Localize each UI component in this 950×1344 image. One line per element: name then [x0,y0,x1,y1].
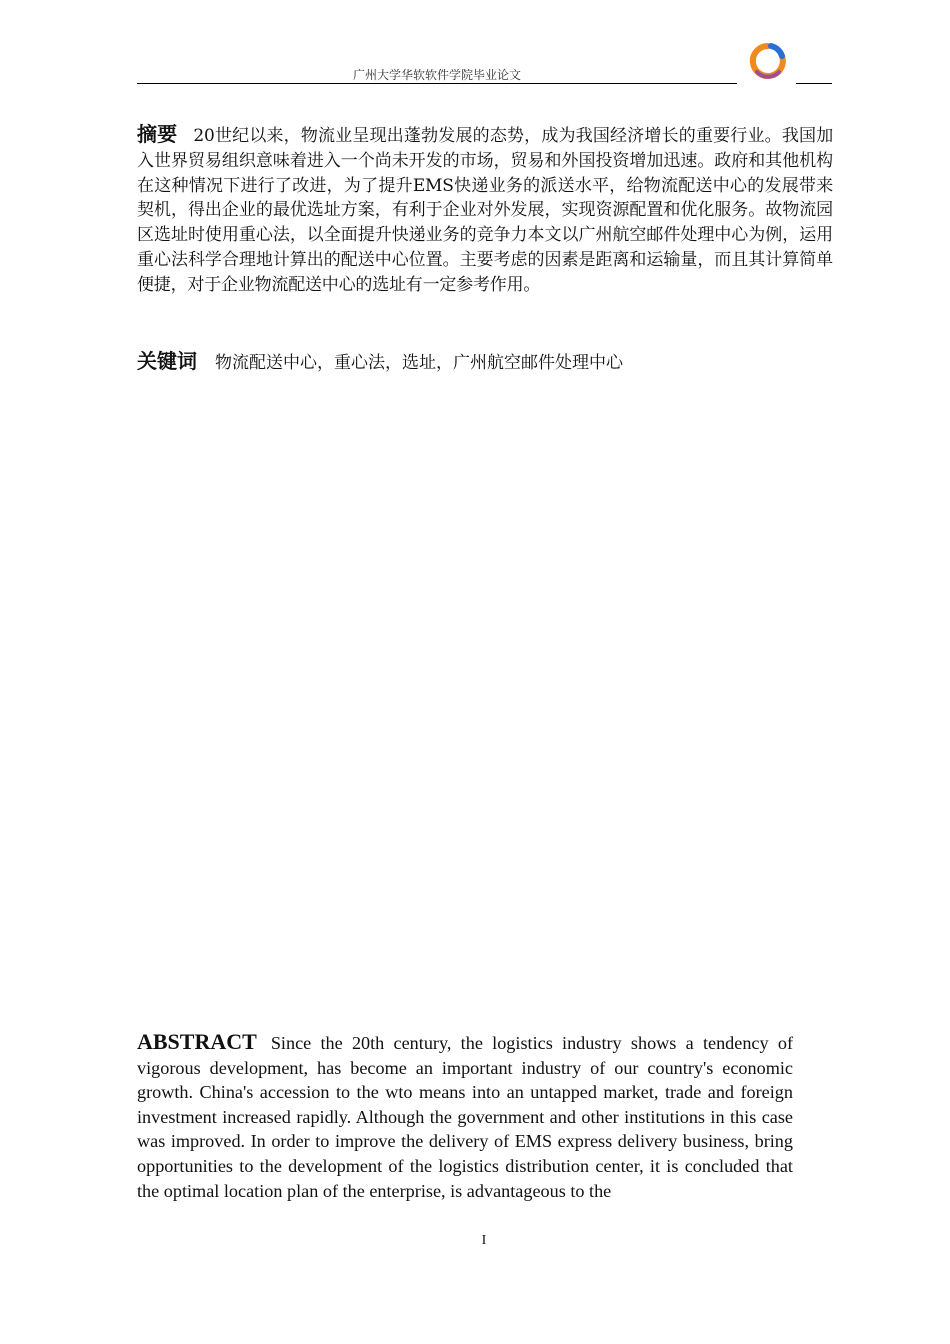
chinese-abstract-text: 20世纪以来，物流业呈现出蓬勃发展的态势，成为我国经济增长的重要行业。我国加入世界贸易组织意味着进入一个尚未开发的市场，贸易和外国投资增加迅速。政府和其他机构在这种情况下进行了改进，为了提升EMS快递业务的派送水平，给物流配送中心的发展带来契机，得出企业的最优选址方案，有利于企业对外发展，实现资源配置和优化服务。故物流园区选址时使用重心法，以全面提升快递业务的竞争力本文以广州航空邮件处理中心为例，运用重心法科学合理地计算出的配送中心位置。主要考虑的因素是距离和运输量，而且其计算简单便捷，对于企业物流配送中心的选址有一定参考作用。 [137,126,833,295]
keywords-label: 关键词 [137,349,197,373]
english-abstract-label: ABSTRACT [137,1029,257,1054]
header-rule-right [796,83,832,84]
chinese-abstract [137,122,833,298]
header-rule-left [137,83,737,84]
chinese-keywords [137,346,833,378]
university-logo-icon [749,42,787,82]
chinese-abstract-label: 摘要 [137,122,178,146]
keywords-text: 物流配送中心，重心法，选址，广州航空邮件处理中心 [215,353,623,373]
running-header-title: 广州大学华软软件学院毕业论文 [352,68,521,82]
english-abstract-text: Since the 20th century, the logistics industry shows a tendency of vigorous development, has become an important industry of our country's economic growth. China's accession to the wto means into an untapped market, trade and foreign investment increased rapidly. Although the government and other institutions in this case was improved. In order to improve the delivery of EMS express delivery business, bring opportunities to the development of the logistics distribution center, it is concluded that the optimal location plan of the enterprise, is advantageous to the [137,1033,793,1201]
page-number: I [481,1233,487,1248]
english-abstract [137,1030,793,1203]
